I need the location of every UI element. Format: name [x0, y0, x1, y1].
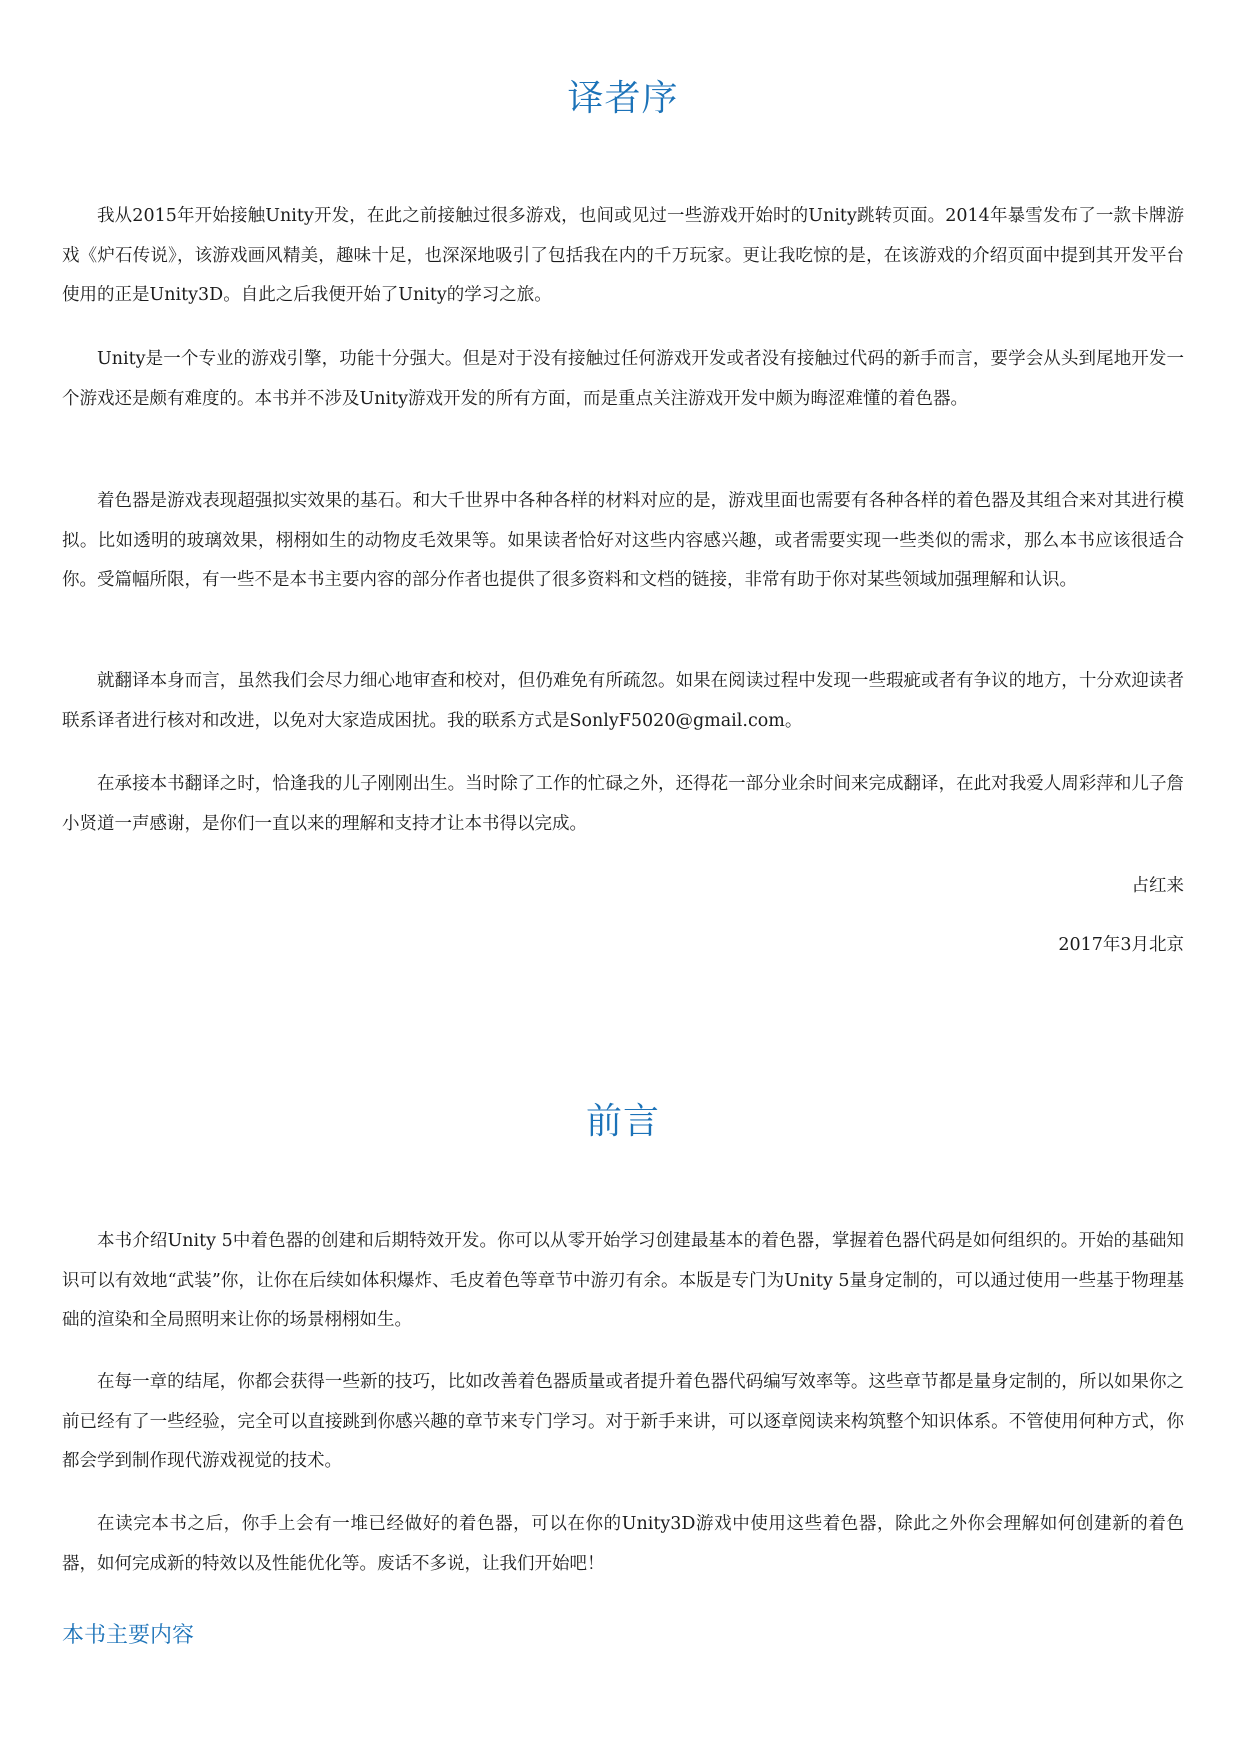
translator-preface-paragraph: Unity是一个专业的游戏引擎，功能十分强大。但是对于没有接触过任何游戏开发或者没有接触过代码的新手而言，要学会从头到尾地开发一个游戏还是颇有难度的。本书并不涉及Unity游戏开发的所有方面，而是重点关注游戏开发中颇为晦涩难懂的着色器。 — [62, 349, 1184, 409]
translator-preface-paragraph-2-block — [62, 340, 1184, 419]
translator-preface-paragraph: 我从2015年开始接触Unity开发，在此之前接触过很多游戏，也间或见过一些游戏开始时的Unity跳转页面。2014年暴雪发布了一款卡牌游戏《炉石传说》，该游戏画风精美，趣味十足，也深深地吸引了包括我在内的千万玩家。更让我吃惊的是，在该游戏的介绍页面中提到其开发平台使用的正是Unity3D。自此之后我便开始了Unity的学习之旅。 — [62, 206, 1184, 305]
translator-signature: 占红来 — [1131, 876, 1184, 896]
preface-paragraph: 在每一章的结尾，你都会获得一些新的技巧，比如改善着色器质量或者提升着色器代码编写效率等。这些章节都是量身定制的，所以如果你之前已经有了一些经验，完全可以直接跳到你感兴趣的章节来专门学习。对于新手来讲，可以逐章阅读来构筑整个知识体系。不管使用何种方式，你都会学到制作现代游戏视觉的技术。 — [62, 1372, 1184, 1471]
translator-preface-paragraph: 在承接本书翻译之时，恰逢我的儿子刚刚出生。当时除了工作的忙碌之外，还得花一部分业余时间来完成翻译，在此对我爱人周彩萍和儿子詹小贤道一声感谢，是你们一直以来的理解和支持才让本书得以完成。 — [62, 774, 1184, 834]
preface-paragraph: 本书介绍Unity 5中着色器的创建和后期特效开发。你可以从零开始学习创建最基本的着色器，掌握着色器代码是如何组织的。开始的基础知识可以有效地“武装”你，让你在后续如体积爆炸、毛皮着色等章节中游刃有余。本版是专门为Unity 5量身定制的，可以通过使用一些基于物理基础的渲染和全局照明来让你的场景栩栩如生。 — [62, 1231, 1184, 1330]
document-page — [62, 0, 1184, 1755]
translator-preface-paragraph-4-block — [62, 662, 1184, 741]
preface-paragraph: 在读完本书之后，你手上会有一堆已经做好的着色器，可以在你的Unity3D游戏中使用这些着色器，除此之外你会理解如何创建新的着色器，如何完成新的特效以及性能优化等。废话不多说，让我们开始吧！ — [62, 1514, 1184, 1574]
preface-paragraph-1-block — [62, 1222, 1184, 1341]
preface-title: 前言 — [585, 1101, 660, 1142]
translator-preface-paragraph-5-block — [62, 765, 1184, 844]
translator-preface-paragraph-3-block — [62, 482, 1184, 601]
preface-paragraph-3-block — [62, 1505, 1184, 1584]
translator-preface-paragraph-1-block — [62, 197, 1184, 316]
main-content-subheading: 本书主要内容 — [62, 1623, 195, 1648]
translator-preface-title: 译者序 — [567, 78, 679, 119]
translator-preface-paragraph: 着色器是游戏表现超强拟实效果的基石。和大千世界中各种各样的材料对应的是，游戏里面也需要有各种各样的着色器及其组合来对其进行模拟。比如透明的玻璃效果，栩栩如生的动物皮毛效果等。如果读者恰好对这些内容感兴趣，或者需要实现一些类似的需求，那么本书应该很适合你。受篇幅所限，有一些不是本书主要内容的部分作者也提供了很多资料和文档的链接，非常有助于你对某些领域加强理解和认识。 — [62, 491, 1184, 590]
translator-preface-paragraph: 就翻译本身而言，虽然我们会尽力细心地审查和校对，但仍难免有所疏忽。如果在阅读过程中发现一些瑕疵或者有争议的地方，十分欢迎读者联系译者进行核对和改进，以免对大家造成困扰。我的联系方式是SonlyF5020@gmail.com。 — [62, 671, 1184, 731]
translation-date-place: 2017年3月北京 — [1058, 935, 1184, 955]
preface-paragraph-2-block — [62, 1363, 1184, 1482]
